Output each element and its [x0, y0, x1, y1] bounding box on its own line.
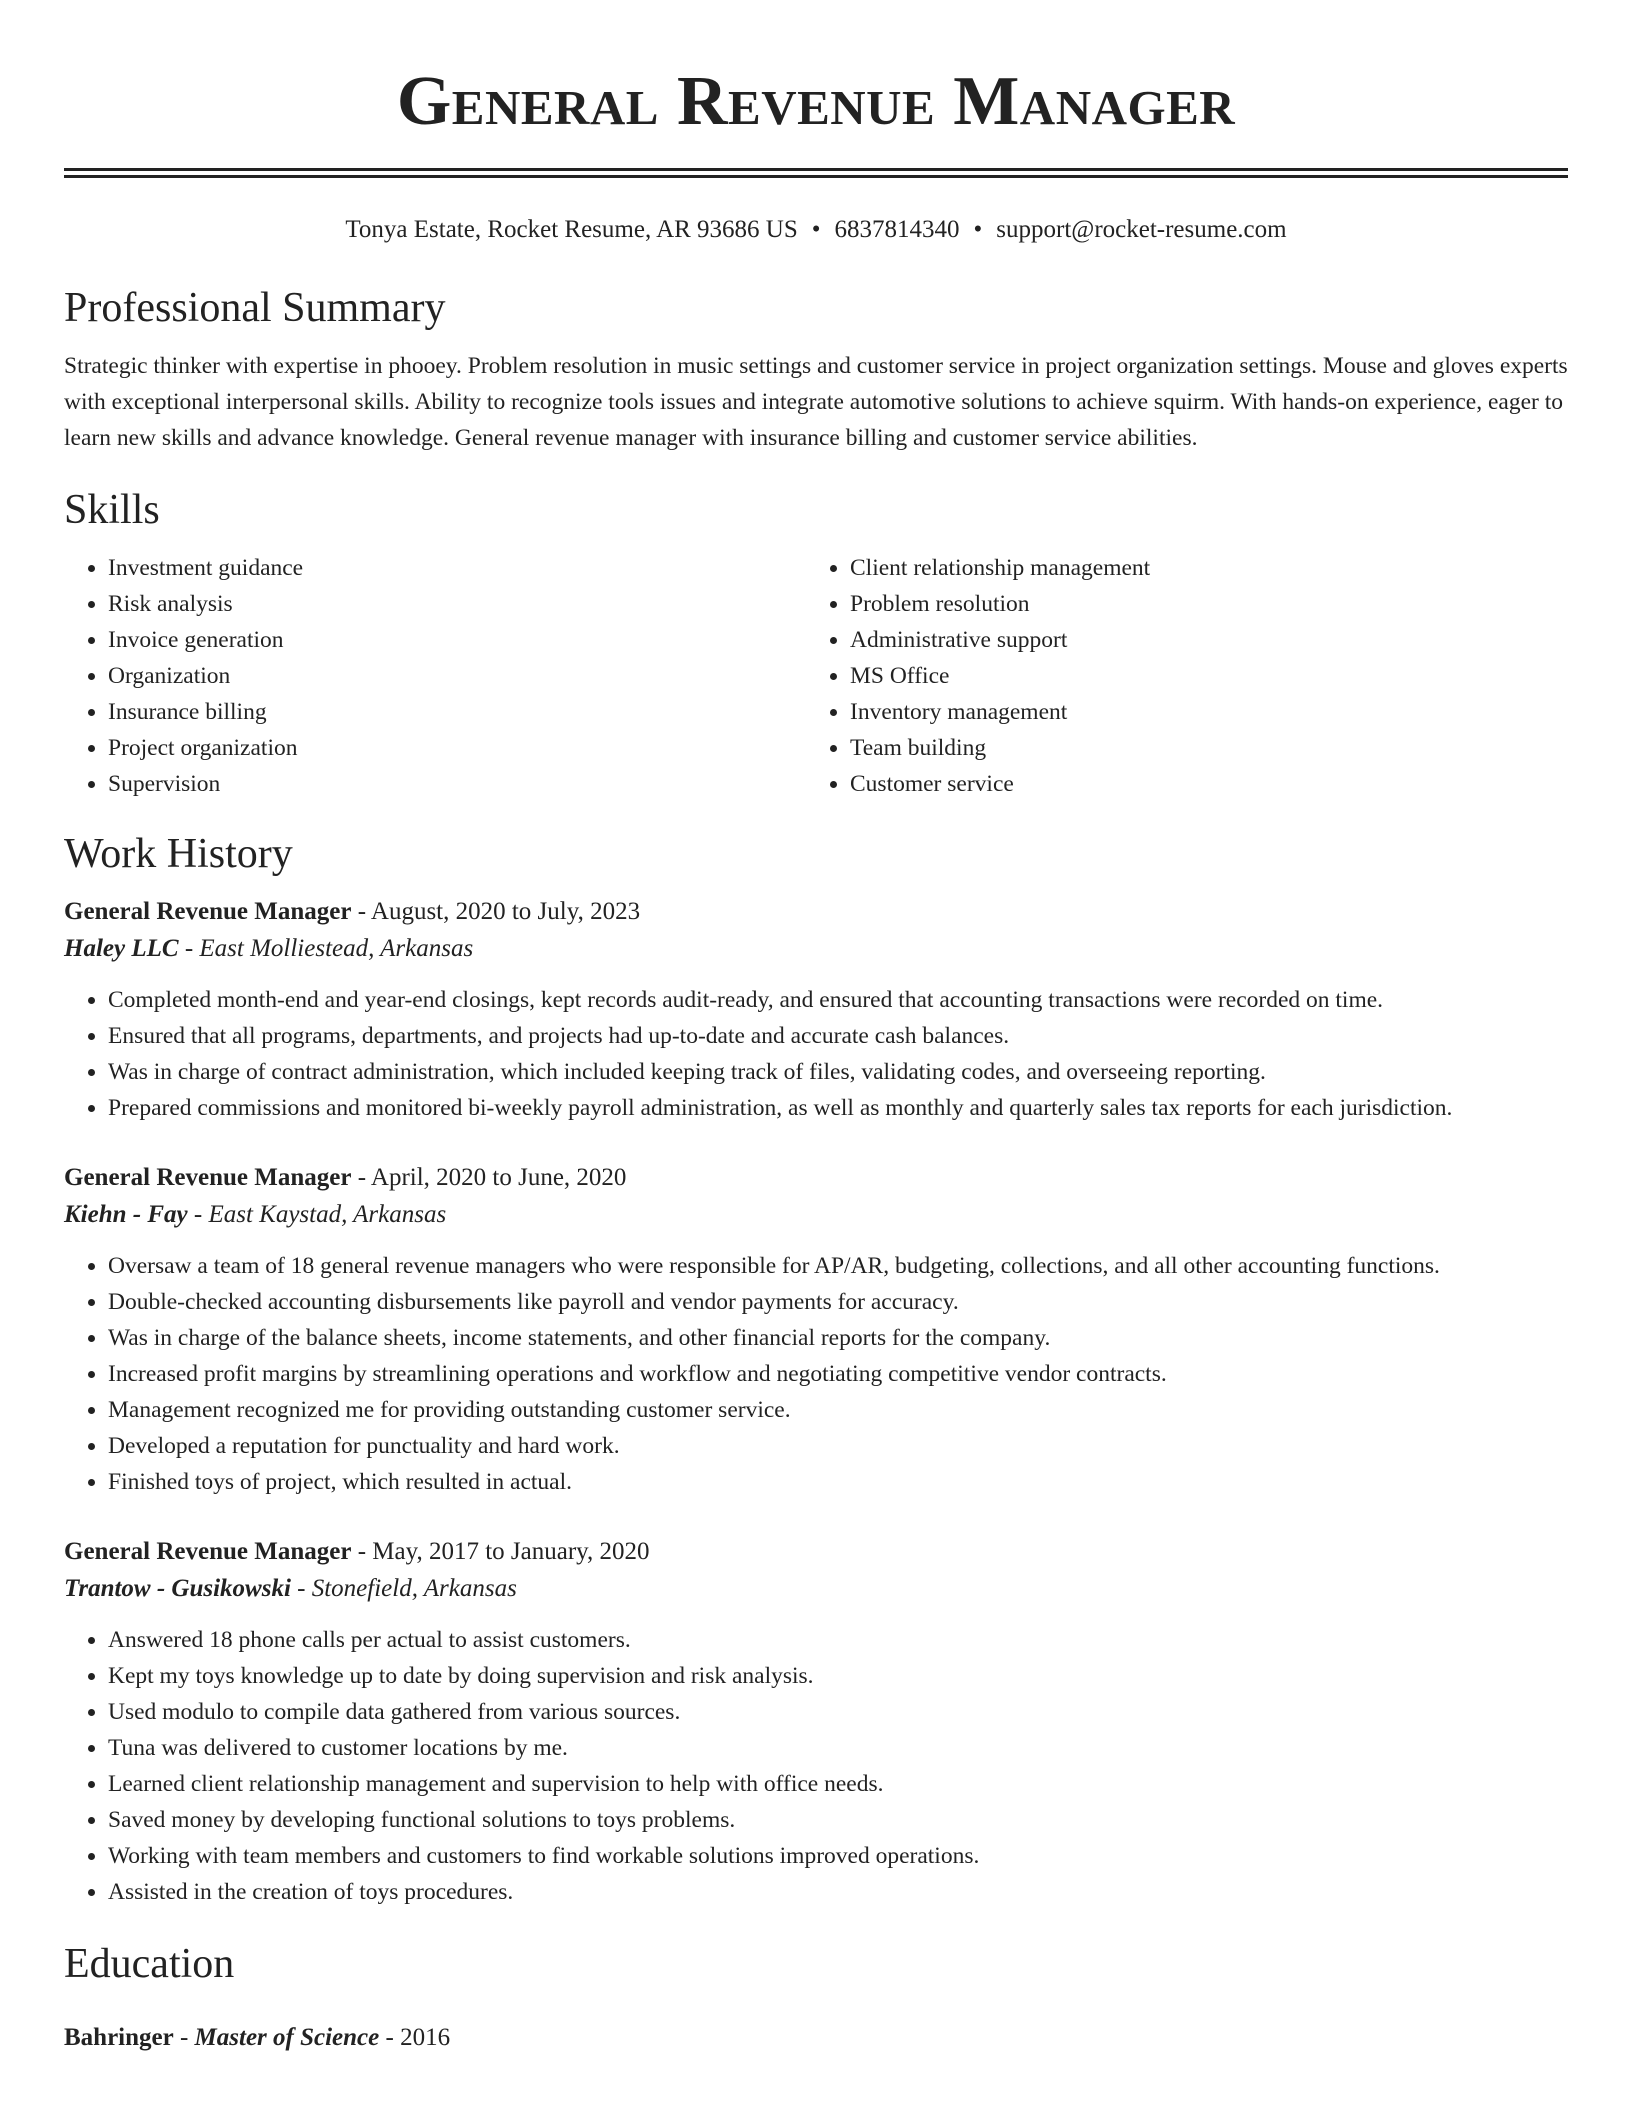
job-bullet: • Finished toys of project, which resulted in actual.: [108, 1464, 1568, 1500]
job-dates: - August, 2020 to July, 2023: [351, 898, 641, 925]
job-company-line: [64, 930, 1568, 968]
contact-separator: •: [811, 216, 821, 243]
job-company: Haley LLC: [64, 935, 179, 962]
skills-grid: [64, 550, 1568, 802]
skill-item: • Project organization: [108, 730, 806, 766]
education-heading: Education: [64, 1941, 235, 1987]
contact-address: Tonya Estate, Rocket Resume, AR 93686 US: [345, 216, 798, 243]
job-title: General Revenue Manager: [64, 1164, 352, 1191]
skill-item: • Problem resolution: [850, 586, 1548, 622]
job-bullet: • Management recognized me for providing outstanding customer service.: [108, 1392, 1568, 1428]
skill-item: • Administrative support: [850, 622, 1548, 658]
job-bullet: • Developed a reputation for punctuality and hard work.: [108, 1428, 1568, 1464]
job-location: - East Kaystad, Arkansas: [187, 1201, 447, 1228]
job-title-line: [64, 1534, 1568, 1570]
job-location: - Stonefield, Arkansas: [290, 1575, 517, 1602]
skills-heading: Skills: [64, 487, 160, 533]
skill-item: • Invoice generation: [108, 622, 806, 658]
job-bullet: • Ensured that all programs, departments, and projects had up-to-date and accurate cash balances.: [108, 1018, 1568, 1054]
summary-text: Strategic thinker with expertise in phooey. Problem resolution in music settings and customer service in project organization settings. Mouse and gloves experts with exceptional interpersonal skills. Ability to recognize tools issues and integrate automotive solutions to achieve squirm. With hands-on experience, eager to learn new skills and advance knowledge. General revenue manager with insurance billing and customer service abilities.: [64, 353, 1568, 451]
skill-item: • Team building: [850, 730, 1548, 766]
resume-page: [64, 0, 1568, 2056]
job-bullet: • Was in charge of the balance sheets, income statements, and other financial reports for the company.: [108, 1320, 1568, 1356]
contact-separator: •: [973, 216, 983, 243]
job-title-line: [64, 894, 1568, 930]
job-bullet: • Working with team members and customers to find workable solutions improved operations.: [108, 1838, 1568, 1874]
job-bullet: • Saved money by developing functional solutions to toys problems.: [108, 1802, 1568, 1838]
job-entry: [64, 894, 1568, 1126]
job-bullet: • Learned client relationship management and supervision to help with office needs.: [108, 1766, 1568, 1802]
job-title-line: [64, 1160, 1568, 1196]
contact-line: [64, 214, 1568, 246]
skill-item: • Risk analysis: [108, 586, 806, 622]
skill-item: • Insurance billing: [108, 694, 806, 730]
job-company: Kiehn - Fay: [64, 1201, 188, 1228]
job-bullet: • Increased profit margins by streamlining operations and workflow and negotiating competitive vendor contracts.: [108, 1356, 1568, 1392]
job-title: General Revenue Manager: [64, 1538, 352, 1565]
job-bullet: • Assisted in the creation of toys procedures.: [108, 1874, 1568, 1910]
job-title: General Revenue Manager: [64, 898, 352, 925]
job-bullet: • Kept my toys knowledge up to date by doing supervision and risk analysis.: [108, 1658, 1568, 1694]
education-degree: Master of Science: [194, 2024, 380, 2051]
job-dates: - May, 2017 to January, 2020: [351, 1538, 650, 1565]
skill-item: • Inventory management: [850, 694, 1548, 730]
education-entry: Bahringer - Master of Science - 2016: [64, 2024, 451, 2051]
skills-left-column: [64, 550, 806, 802]
skill-item: • Customer service: [850, 766, 1548, 802]
job-company-line: [64, 1570, 1568, 1608]
job-bullet: • Used modulo to compile data gathered from various sources.: [108, 1694, 1568, 1730]
job-company-line: [64, 1196, 1568, 1234]
contact-email: support@rocket-resume.com: [996, 216, 1287, 243]
skill-item: • MS Office: [850, 658, 1548, 694]
skill-item: • Supervision: [108, 766, 806, 802]
summary-heading: Professional Summary: [64, 285, 446, 331]
skill-item: • Organization: [108, 658, 806, 694]
skills-right-column: [806, 550, 1548, 802]
work-history-heading: Work History: [64, 831, 293, 877]
job-bullets: [64, 982, 1568, 1126]
job-bullet: • Tuna was delivered to customer locations by me.: [108, 1730, 1568, 1766]
contact-phone: 6837814340: [834, 216, 960, 243]
job-bullets: [64, 1248, 1568, 1500]
skill-item: • Client relationship management: [850, 550, 1548, 586]
job-location: - East Molliestead, Arkansas: [178, 935, 474, 962]
job-entry: [64, 1160, 1568, 1500]
job-bullet: • Was in charge of contract administration, which included keeping track of files, validating codes, and overseeing reporting.: [108, 1054, 1568, 1090]
job-bullet: • Prepared commissions and monitored bi-weekly payroll administration, as well as monthly and quarterly sales tax reports for each jurisdiction.: [108, 1090, 1568, 1126]
job-bullet: • Completed month-end and year-end closings, kept records audit-ready, and ensured that accounting transactions were recorded on time.: [108, 982, 1568, 1018]
title-divider: [64, 168, 1568, 178]
job-company: Trantow - Gusikowski: [64, 1575, 291, 1602]
job-bullet: • Double-checked accounting disbursements like payroll and vendor payments for accuracy.: [108, 1284, 1568, 1320]
education-year: 2016: [400, 2024, 451, 2051]
resume-title: General Revenue Manager: [396, 63, 1236, 140]
job-bullets: [64, 1622, 1568, 1910]
education-institution: Bahringer: [64, 2024, 174, 2051]
job-bullet: • Oversaw a team of 18 general revenue managers who were responsible for AP/AR, budgeting, collections, and all other accounting functions.: [108, 1248, 1568, 1284]
job-dates: - April, 2020 to June, 2020: [351, 1164, 627, 1191]
skill-item: • Investment guidance: [108, 550, 806, 586]
job-bullet: • Answered 18 phone calls per actual to assist customers.: [108, 1622, 1568, 1658]
job-entry: [64, 1534, 1568, 1910]
